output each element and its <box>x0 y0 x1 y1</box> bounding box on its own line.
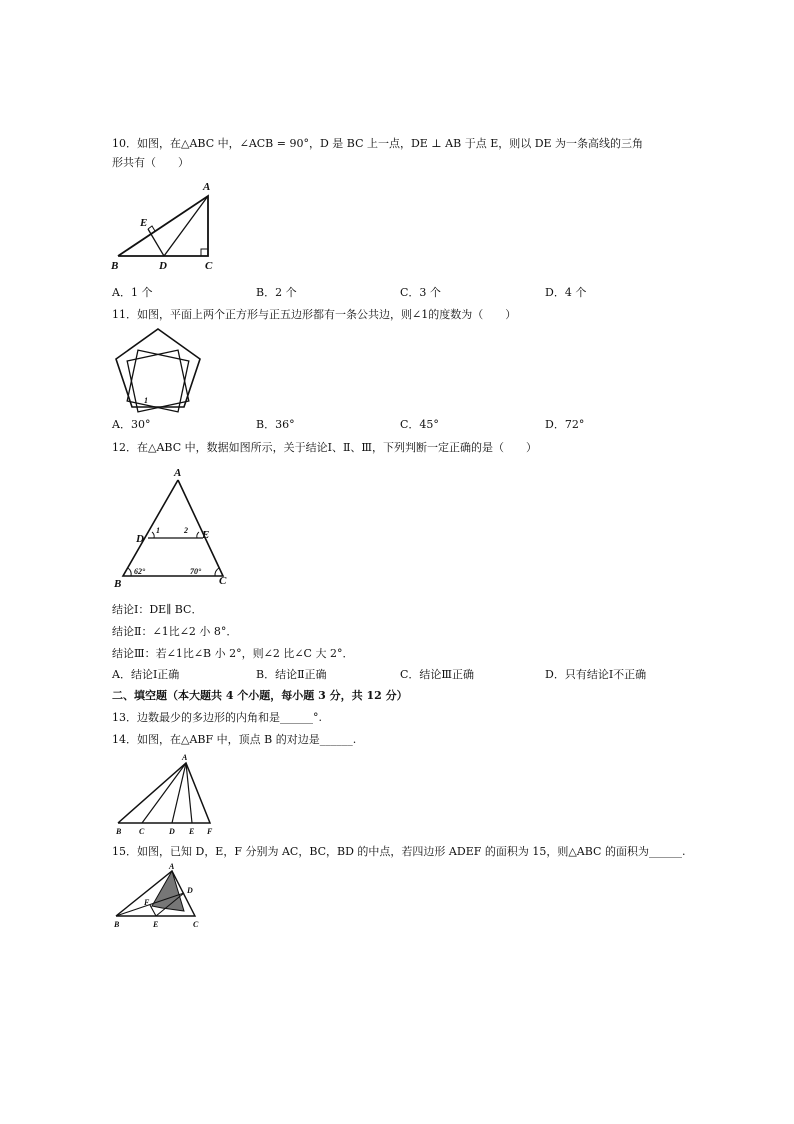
q12-label-b: B <box>114 578 122 590</box>
q10-label-d: D <box>159 260 167 272</box>
q12-figure <box>108 466 238 596</box>
q10-option-d: D．4 个 <box>545 286 587 299</box>
q10-text-line1: 10．如图，在△ABC 中，∠ACB = 90°，D 是 BC 上一点，DE ⊥ AB 于点 E，则以 DE 为一条高线的三角 <box>112 137 644 150</box>
q10-option-a: A．1 个 <box>112 286 153 299</box>
q14-label-e: E <box>189 827 195 836</box>
q12-text: 12．在△ABC 中，数据如图所示，关于结论Ⅰ、Ⅱ、Ⅲ，下列判断一定正确的是（ ） <box>112 441 538 454</box>
q10-option-c: C．3 个 <box>400 286 441 299</box>
q11-label-1: 1 <box>144 396 148 405</box>
q12-conclusion1: 结论Ⅰ：DE∥ BC． <box>112 603 203 616</box>
q12-option-d: D．只有结论Ⅰ不正确 <box>545 668 647 681</box>
q14-figure <box>108 754 218 836</box>
q15-text: 15．如图，已知 D，E，F 分别为 AC，BC，BD 的中点，若四边形 ADEF 的面积为 15，则△ABC 的面积为______. <box>112 845 686 858</box>
q10-label-b: B <box>111 260 119 272</box>
q12-label-70: 70° <box>190 567 202 576</box>
q10-text-line2: 形共有（ ） <box>112 156 189 169</box>
q15-figure <box>108 863 208 931</box>
q14-text: 14．如图，在△ABF 中，顶点 B 的对边是______. <box>112 733 357 746</box>
q11-option-c: C．45° <box>400 418 439 431</box>
q12-option-a: A．结论Ⅰ正确 <box>112 668 180 681</box>
q10-label-c: C <box>205 260 213 272</box>
q11-option-b: B．36° <box>256 418 295 431</box>
q14-label-d: D <box>169 827 175 836</box>
q12-label-c: C <box>219 575 227 587</box>
q15-label-c: C <box>193 920 199 929</box>
q12-label-2: 2 <box>184 526 188 535</box>
q12-label-e: E <box>202 529 210 541</box>
q12-label-a: A <box>174 467 182 479</box>
q10-figure <box>108 178 228 278</box>
q15-label-e: E <box>153 920 159 929</box>
q13-text: 13．边数最少的多边形的内角和是______°. <box>112 711 322 724</box>
q15-label-b: B <box>114 920 120 929</box>
q12-conclusion3: 结论Ⅲ：若∠1比∠B 小 2°，则∠2 比∠C 大 2°． <box>112 647 354 660</box>
q10-label-a: A <box>203 181 211 193</box>
q15-label-a: A <box>169 862 175 871</box>
q14-label-f: F <box>207 827 213 836</box>
q10-label-e: E <box>140 217 148 229</box>
q10-option-b: B．2 个 <box>256 286 297 299</box>
q12-label-d: D <box>136 533 144 545</box>
q14-label-a: A <box>182 753 188 762</box>
q11-figure <box>108 326 208 412</box>
q11-text: 11．如图，平面上两个正方形与正五边形都有一条公共边，则∠1的度数为（ ） <box>112 308 517 321</box>
q15-label-f: F <box>144 898 150 907</box>
q12-label-1: 1 <box>156 526 160 535</box>
q15-label-d: D <box>187 886 193 895</box>
section2-heading: 二、填空题（本大题共 4 个小题，每小题 3 分，共 12 分） <box>112 689 408 702</box>
q11-option-a: A．30° <box>112 418 151 431</box>
q12-option-b: B．结论Ⅱ正确 <box>256 668 327 681</box>
q11-option-d: D．72° <box>545 418 585 431</box>
q12-option-c: C．结论Ⅲ正确 <box>400 668 475 681</box>
q14-label-b: B <box>116 827 122 836</box>
q12-label-62: 62° <box>134 567 146 576</box>
q12-conclusion2: 结论Ⅱ：∠1比∠2 小 8°． <box>112 625 238 638</box>
q14-label-c: C <box>139 827 145 836</box>
